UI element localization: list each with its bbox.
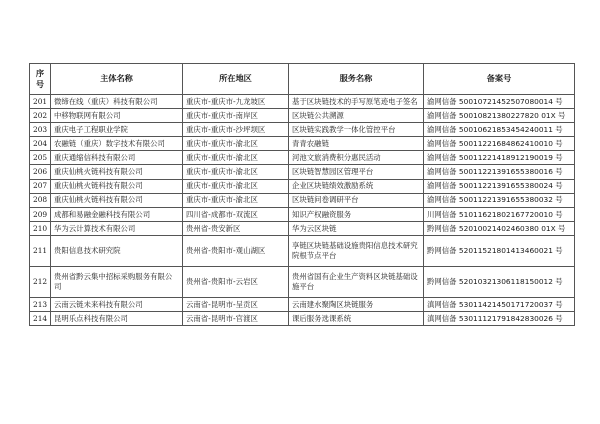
row-service: 享链区块链基础设施贵阳信息技术研究院根节点平台: [289, 235, 424, 266]
row-record: 黔网信备 52011521801413460021 号: [424, 235, 575, 266]
table-row: [30, 123, 575, 137]
header-service: 服务名称: [289, 64, 424, 95]
row-record: 川网信备 51011621802167720010 号: [424, 207, 575, 221]
row-record: 滇网信备 53011421450171720037 号: [424, 297, 575, 311]
row-region: 重庆市-重庆市-渝北区: [183, 193, 289, 207]
row-service: 企业区块链绩效激励系统: [289, 179, 424, 193]
row-entity: 云南云链未来科技有限公司: [51, 297, 183, 311]
row-service: 区块链实践教学一体化管控平台: [289, 123, 424, 137]
row-entity: 中移物联网有限公司: [51, 109, 183, 123]
table-row: [30, 207, 575, 221]
table-row: [30, 95, 575, 109]
row-region: 重庆市-重庆市-南岸区: [183, 109, 289, 123]
row-record: 渝网信备 50011221391655380016 号: [424, 165, 575, 179]
row-record: 渝网信备 50011221418912190019 号: [424, 151, 575, 165]
table-row: [30, 109, 575, 123]
table-row: [30, 165, 575, 179]
row-num: 212: [30, 266, 51, 297]
row-region: 重庆市-重庆市-渝北区: [183, 165, 289, 179]
row-num: 214: [30, 312, 51, 326]
row-region: 重庆市-重庆市-渝北区: [183, 137, 289, 151]
row-region: 贵州省-贵安新区: [183, 221, 289, 235]
row-num: 201: [30, 95, 51, 109]
row-num: 213: [30, 297, 51, 311]
row-record: 滇网信备 53011121791842830026 号: [424, 312, 575, 326]
table-row: [30, 266, 575, 297]
row-record: 渝网信备 50010721452507080014 号: [424, 95, 575, 109]
row-entity: 农融链（重庆）数字技术有限公司: [51, 137, 183, 151]
row-num: 210: [30, 221, 51, 235]
table-row: [30, 221, 575, 235]
row-num: 203: [30, 123, 51, 137]
row-region: 贵州省-贵阳市-观山湖区: [183, 235, 289, 266]
row-entity: 重庆仙桃火链科技有限公司: [51, 193, 183, 207]
row-service: 区块链公共溯源: [289, 109, 424, 123]
row-region: 重庆市-重庆市-沙坪坝区: [183, 123, 289, 137]
row-record: 黔网信备 52010021402460380 01X 号: [424, 221, 575, 235]
row-service: 区块链智慧园区管理平台: [289, 165, 424, 179]
row-service: 基于区块链技术的手写原笔迹电子签名: [289, 95, 424, 109]
table-header-row: [30, 64, 575, 95]
row-entity: 重庆电子工程职业学院: [51, 123, 183, 137]
row-entity: 贵阳信息技术研究院: [51, 235, 183, 266]
header-record: 备案号: [424, 64, 575, 95]
row-region: 重庆市-重庆市-渝北区: [183, 179, 289, 193]
row-region: 云南省-昆明市-呈贡区: [183, 297, 289, 311]
table-row: [30, 297, 575, 311]
row-record: 渝网信备 50011221684862410010 号: [424, 137, 575, 151]
header-num-top: 序: [35, 68, 45, 78]
table-row: [30, 137, 575, 151]
row-entity: 贵州省黔云集中招标采购服务有限公司: [51, 266, 183, 297]
row-num: 205: [30, 151, 51, 165]
row-num: 211: [30, 235, 51, 266]
row-entity: 成都和易融金融科技有限公司: [51, 207, 183, 221]
table-row: [30, 312, 575, 326]
row-service: 华为云区块链: [289, 221, 424, 235]
row-service: 云南建水聚陶区块链服务: [289, 297, 424, 311]
row-entity: 华为云计算技术有限公司: [51, 221, 183, 235]
row-service: 贵州省国有企业生产资料区块链基础设施平台: [289, 266, 424, 297]
row-num: 202: [30, 109, 51, 123]
header-region: 所在地区: [183, 64, 289, 95]
table-row: [30, 235, 575, 266]
header-num-bottom: 号: [35, 79, 45, 89]
row-num: 206: [30, 165, 51, 179]
row-service: 课后服务选课系统: [289, 312, 424, 326]
table-row: [30, 193, 575, 207]
row-region: 贵州省-贵阳市-云岩区: [183, 266, 289, 297]
table-row: [30, 179, 575, 193]
table-row: [30, 151, 575, 165]
row-region: 重庆市-重庆市-九龙坡区: [183, 95, 289, 109]
row-record: 黔网信备 52010321306118150012 号: [424, 266, 575, 297]
row-service: 知识产权融资服务: [289, 207, 424, 221]
row-record: 渝网信备 50010621853454240011 号: [424, 123, 575, 137]
row-num: 208: [30, 193, 51, 207]
row-region: 云南省-昆明市-官渡区: [183, 312, 289, 326]
row-entity: 重庆仙桃火链科技有限公司: [51, 165, 183, 179]
row-num: 209: [30, 207, 51, 221]
row-record: 渝网信备 50010821380227820 01X 号: [424, 109, 575, 123]
row-entity: 昆明乐点科技有限公司: [51, 312, 183, 326]
row-num: 207: [30, 179, 51, 193]
row-region: 重庆市-重庆市-渝北区: [183, 151, 289, 165]
row-entity: 微缔在线（重庆）科技有限公司: [51, 95, 183, 109]
registration-table: [29, 63, 575, 326]
row-num: 204: [30, 137, 51, 151]
row-region: 四川省-成都市-双流区: [183, 207, 289, 221]
row-entity: 重庆仙桃火链科技有限公司: [51, 179, 183, 193]
row-service: 区块链问卷调研平台: [289, 193, 424, 207]
row-record: 渝网信备 50011221391655380024 号: [424, 179, 575, 193]
row-entity: 重庆通缩信科技有限公司: [51, 151, 183, 165]
row-service: 青青农融链: [289, 137, 424, 151]
header-entity: 主体名称: [51, 64, 183, 95]
row-record: 渝网信备 50011221391655380032 号: [424, 193, 575, 207]
header-num: [30, 64, 51, 95]
row-service: 河池文旅消费积分惠民活动: [289, 151, 424, 165]
